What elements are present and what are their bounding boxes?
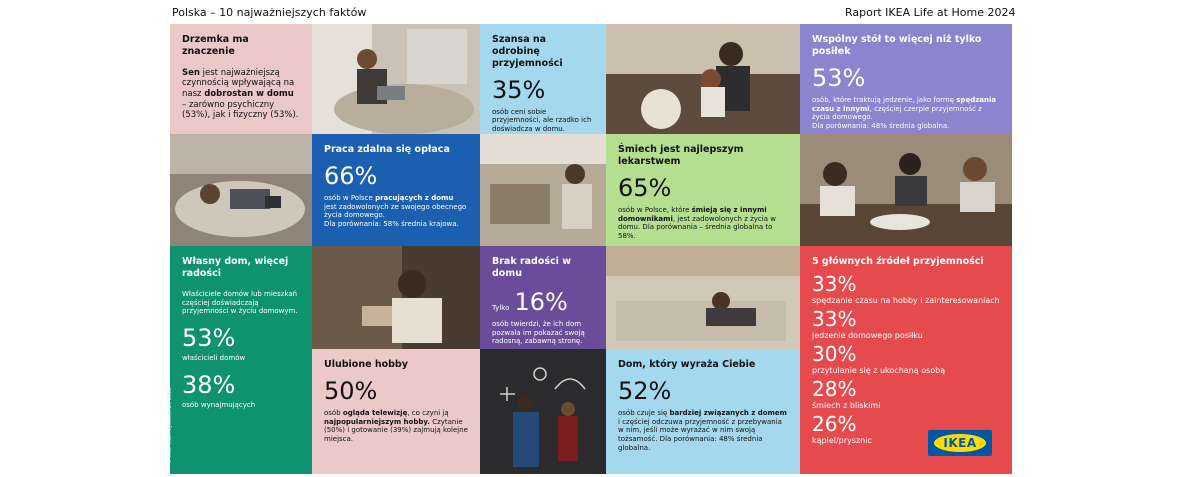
tile-description: Właściciele domów lub mieszkań częściej doświadczają przyjemności w życiu domowym. <box>182 289 298 316</box>
tile-value: 66% <box>324 161 378 190</box>
ikea-logo: IKEA <box>928 430 992 456</box>
source-item <box>812 341 1000 375</box>
tile-no-joy <box>480 246 606 349</box>
source-value: 33% <box>812 271 857 296</box>
source-label: przytulanie się z ukochaną osobą <box>812 365 946 375</box>
header-right: Raport IKEA Life at Home 2024 <box>845 6 1016 19</box>
tile-description: osób, które traktują jedzenie, jako formę spędzania czasu z innymi, częściej czerpie przyjemność z życia domowego. Dla porównania: 48% średnia globalna. <box>812 95 997 130</box>
copyright: © Inter IKEA Systems BV 2025 <box>167 387 173 464</box>
photo-woman-window <box>480 134 606 246</box>
tile-value: 35% <box>492 75 546 104</box>
tile-title: Śmiech jest najlepszym lekarstwem <box>618 144 744 167</box>
tile-value: 53% <box>812 63 866 92</box>
photo-parent-reading <box>606 24 800 134</box>
tile-title: Praca zdalna się opłaca <box>324 144 450 155</box>
tile-title: Wspólny stół to więcej niż tylko posiłek <box>812 34 982 57</box>
tile-sleep <box>170 24 312 134</box>
source-value: 33% <box>812 306 857 331</box>
owners-value: 53% <box>182 324 236 352</box>
tile-shared-table <box>800 24 1012 134</box>
photo-family-dinner <box>800 134 1012 246</box>
source-label: śmiech z bliskimi <box>812 400 881 410</box>
tile-value: 52% <box>618 376 672 405</box>
source-item <box>812 306 1000 340</box>
tile-description: Sen jest najważniejszą czynnością wpływającą na nasz dobrostan w domu – zarówno psychiczny (53%), jak i fizyczny (53%). <box>182 67 299 121</box>
renters-value: 38% <box>182 370 236 399</box>
photo-chalkboard <box>480 349 606 474</box>
tile-title: Brak radości w domu <box>492 256 572 279</box>
tile-value-row <box>492 288 594 316</box>
tile-description: osób w Polsce, które śmieją się z innymi domownikami, jest zadowolonych z życia w domu. Dla porównania – średnia globalna to 58%. <box>618 205 776 240</box>
source-value: 30% <box>812 341 857 366</box>
header-left: Polska – 10 najważniejszych faktów <box>172 6 367 19</box>
tile-description: osób czuje się bardziej związanych z domem i częściej odczuwa przyjemność z przebywania w nim, jeśli może wyrażać w nim swoją tożsamość. Dla porównania: 48% średnia globalna. <box>618 408 787 452</box>
tile-description: osób ogląda telewizję, co czyni ją najpopularniejszym hobby. Czytanie (50%) i gotowanie (39%) zajmują kolejne miejsca. <box>324 408 468 444</box>
owners-label: właścicieli domów <box>182 354 246 362</box>
source-label: spędzanie czasu na hobby i zainteresowaniach <box>812 295 1000 305</box>
source-item <box>812 271 1000 305</box>
tile-hobby <box>312 349 480 474</box>
tile-remote-work <box>312 134 480 246</box>
photo-man-tablet <box>170 134 312 246</box>
tile-value: 16% <box>514 287 568 316</box>
tile-title: 5 głównych źródeł przyjemności <box>812 256 984 267</box>
photo-woman-laptop <box>312 24 480 134</box>
tile-sources-of-pleasure <box>800 246 1012 474</box>
tile-home-ownership <box>167 246 312 474</box>
tile-description: osób ceni sobie przyjemności, ale rzadko ich doświadcza w domu. <box>492 107 592 134</box>
photo-woman-eating <box>312 246 480 349</box>
tile-description: osób w Polsce pracujących z domu jest zadowolonych ze swojego obecnego życia domowego. Dla porównania: 58% średnia krajowa. <box>324 193 467 229</box>
tile-value: 50% <box>324 376 378 405</box>
source-label: kąpiel/prysznic <box>812 435 872 445</box>
tile-title: Szansa na odrobinę przyjemności <box>492 34 563 69</box>
facts-grid <box>167 24 1018 474</box>
tile-value: 65% <box>618 173 672 202</box>
prefix: Tylko <box>492 303 510 312</box>
tile-title: Drzemka ma znaczenie <box>182 34 249 57</box>
source-value: 28% <box>812 376 857 401</box>
tile-title: Dom, który wyraża Ciebie <box>618 359 756 370</box>
tile-title: Ulubione hobby <box>324 359 408 370</box>
photo-couple-sofa <box>606 246 800 349</box>
tile-identity <box>606 349 800 474</box>
source-item <box>812 376 1000 410</box>
source-label: jedzenie domowego posiłku <box>812 330 923 340</box>
source-value: 26% <box>812 411 857 436</box>
renters-label: osób wynajmujących <box>182 400 256 409</box>
tile-laugh <box>606 134 800 246</box>
tile-title: Własny dom, więcej radości <box>182 256 289 279</box>
tile-description: osób twierdzi, że ich dom pozwala im pokazać swoją radosną, zabawną stronę. <box>492 319 585 346</box>
tile-pleasure <box>480 24 606 134</box>
